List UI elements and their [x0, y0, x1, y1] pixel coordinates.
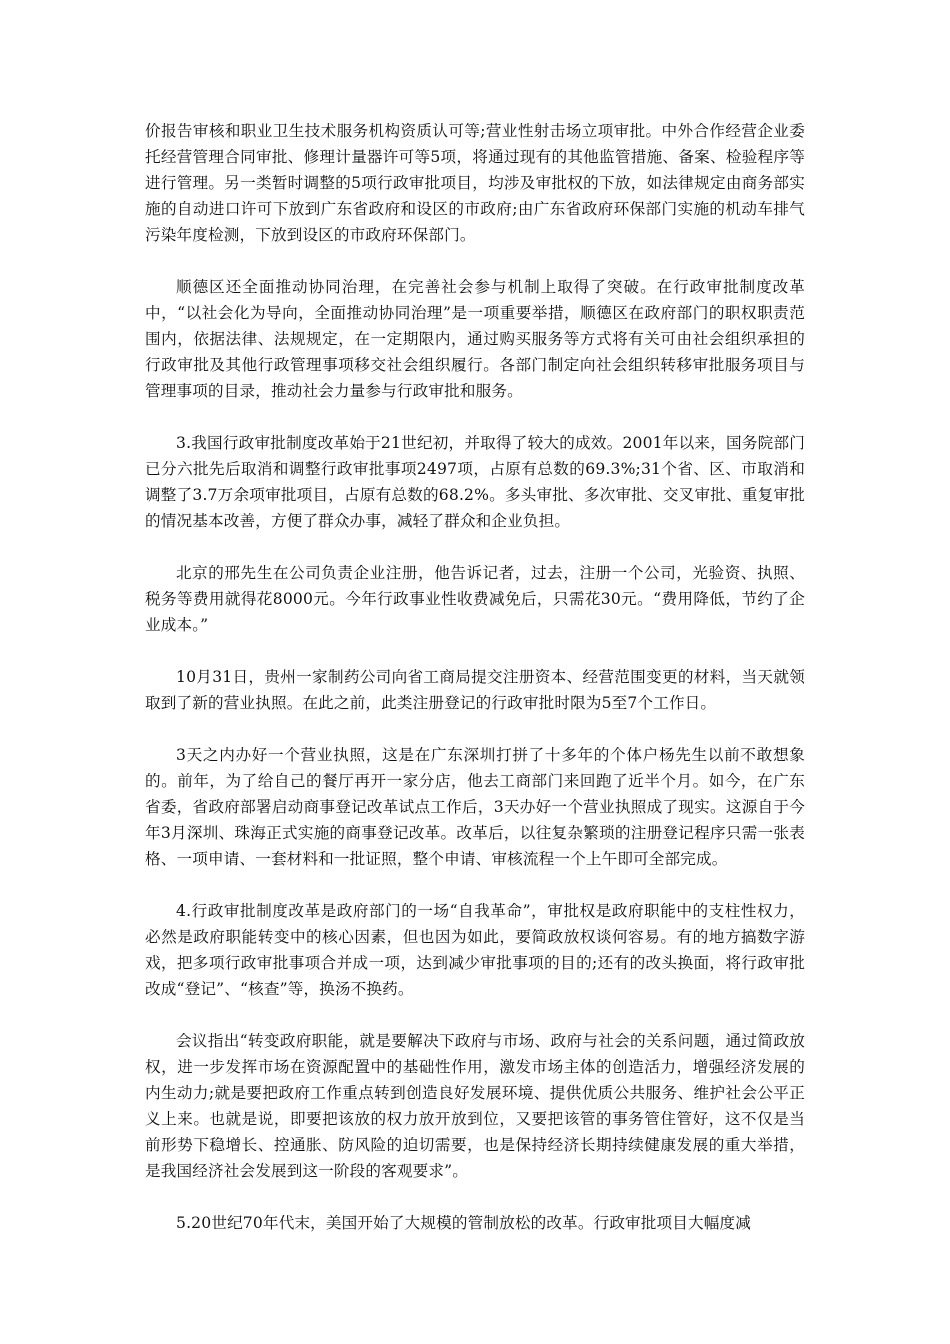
paragraph-point-4: 4.行政审批制度改革是政府部门的一场“自我革命”，审批权是政府职能中的支柱性权力，必然是政府职能转变中的核心因素，但也因为如此，要简政放权谈何容易。有的地方搞数字游戏，把多项行政审批事项合并成一项，达到减少审批事项的目的;还有的改头换面，将行政审批改成“登记”、“核查”等，换汤不换药。	[145, 902, 805, 998]
paragraph-point-5: 5.20世纪70年代末，美国开始了大规模的管制放松的改革。行政审批项目大幅度减	[176, 1214, 752, 1232]
paragraph-guizhou: 10月31日，贵州一家制药公司向省工商局提交注册资本、经营范围变更的材料，当天就领取到了新的营业执照。在此之前，此类注册登记的行政审批时限为5至7个工作日。	[145, 668, 805, 712]
paragraph-continuation: 价报告审核和职业卫生技术服务机构资质认可等;营业性射击场立项审批。中外合作经营企业委托经营管理合同审批、修理计量器许可等5项，将通过现有的其他监管措施、备案、检验程序等进行管理。另一类暂时调整的5项行政审批项目，均涉及审批权的下放，如法律规定由商务部实施的自动进口许可下放到广东省政府和设区的市政府;由广东省政府环保部门实施的机动车排气污染年度检测，下放到设区的市政府环保部门。	[145, 122, 805, 244]
paragraph-point-3: 3.我国行政审批制度改革始于21世纪初，并取得了较大的成效。2001年以来，国务院部门已分六批先后取消和调整行政审批事项2497项，占原有总数的69.3%;31个省、区、市取消和调整了3.7万余项审批项目，占原有总数的68.2%。多头审批、多次审批、交叉审批、重复审批的情况基本改善，方便了群众办事，减轻了群众和企业负担。	[145, 434, 805, 530]
paragraph-meeting: 会议指出“转变政府职能，就是要解决下政府与市场、政府与社会的关系问题，通过简政放权，进一步发挥市场在资源配置中的基础性作用，激发市场主体的创造活力，增强经济发展的内生动力;就是要把政府工作重点转到创造良好发展环境、提供优质公共服务、维护社会公平正义上来。也就是说，即要把该放的权力放开放到位，又要把该管的事务管住管好，这不仅是当前形势下稳增长、控通胀、防风险的迫切需要，也是保持经济长期持续健康发展的重大举措，是我国经济社会发展到这一阶段的客观要求”。	[145, 1032, 805, 1180]
paragraph-shenzhen: 3天之内办好一个营业执照，这是在广东深圳打拼了十多年的个体户杨先生以前不敢想象的。前年，为了给自己的餐厅再开一家分店，他去工商部门来回跑了近半个月。如今，在广东省委，省政府部署启动商事登记改革试点工作后，3天办好一个营业执照成了现实。这源自于今年3月深圳、珠海正式实施的商事登记改革。改革后，以往复杂繁琐的注册登记程序只需一张表格、一项申请、一套材料和一批证照，整个申请、审核流程一个上午即可全部完成。	[145, 746, 805, 868]
paragraph-beijing: 北京的邢先生在公司负责企业注册，他告诉记者，过去，注册一个公司，光验资、执照、税务等费用就得花8000元。今年行政事业性收费减免后，只需花30元。“费用降低，节约了企业成本。”	[145, 564, 805, 634]
paragraph-shunde: 顺德区还全面推动协同治理，在完善社会参与机制上取得了突破。在行政审批制度改革中，“以社会化为导向，全面推动协同治理”是一项重要举措，顺德区在政府部门的职权职责范围内，依据法律、法规规定，在一定期限内，通过购买服务等方式将有关可由社会组织承担的行政审批及其他行政管理事项移交社会组织履行。各部门制定向社会组织转移审批服务项目与管理事项的目录，推动社会力量参与行政审批和服务。	[145, 278, 805, 400]
document-page	[145, 118, 805, 1262]
